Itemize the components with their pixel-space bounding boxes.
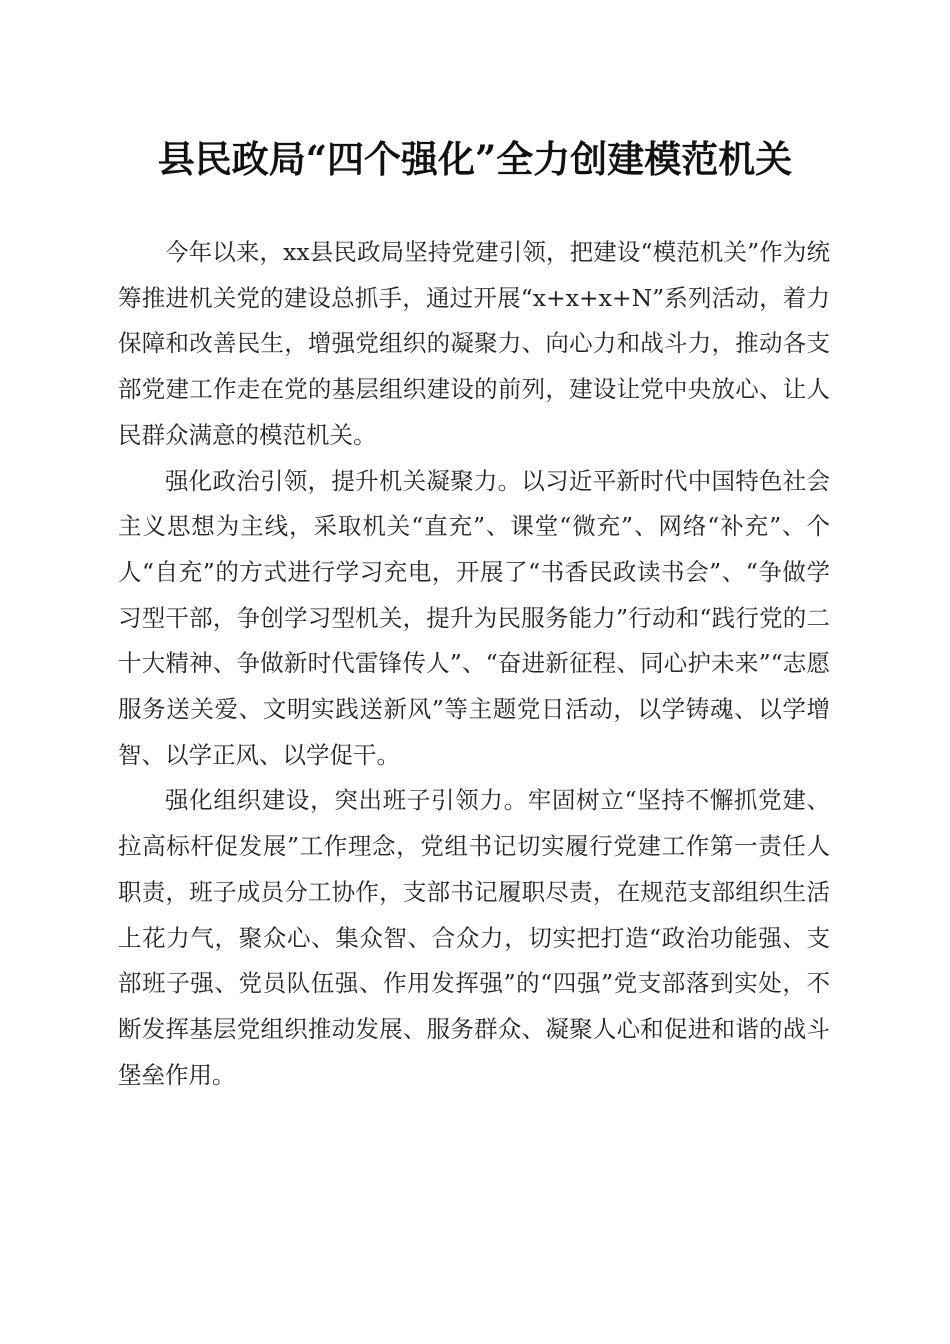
paragraph-political-guidance: 强化政治引领，提升机关凝聚力。以习近平新时代中国特色社会主义思想为主线，采取机关“直充”、课堂“微充”、网络“补充”、个人“自充”的方式进行学习充电，开展了“书香民政读书会”、“争做学习型干部，争创学习型机关，提升为民服务能力”行动和“践行党的二十大精神、争做新时代雷锋传人”、“奋进新征程、同心护未来”“志愿服务送关爱、文明实践送新风”等主题党日活动，以学铸魂、以学增智、以学正风、以学促干。: [118, 466, 830, 769]
document-title: 县民政局“四个强化”全力创建模范机关: [157, 137, 793, 181]
paragraph-organization-building: 强化组织建设，突出班子引领力。牢固树立“坚持不懈抓党建、拉高标杆促发展”工作理念，党组书记切实履行党建工作第一责任人职责，班子成员分工协作，支部书记履职尽责，在规范支部组织生活上花力气，聚众心、集众智、合众力，切实把打造“政治功能强、支部班子强、党员队伍强、作用发挥强”的“四强”党支部落到实处，不断发挥基层党组织推动发展、服务群众、凝聚人心和促进和谐的战斗堡垒作用。: [118, 786, 830, 1089]
document-body: [118, 230, 830, 1098]
paragraph-intro: 今年以来，xx县民政局坚持党建引领，把建设“模范机关”作为统筹推进机关党的建设总抓手，通过开展“x+x+x+N”系列活动，着力保障和改善民生，增强党组织的凝聚力、向心力和战斗力，推动各支部党建工作走在党的基层组织建设的前列，建设让党中央放心、让人民群众满意的模范机关。: [118, 238, 830, 449]
